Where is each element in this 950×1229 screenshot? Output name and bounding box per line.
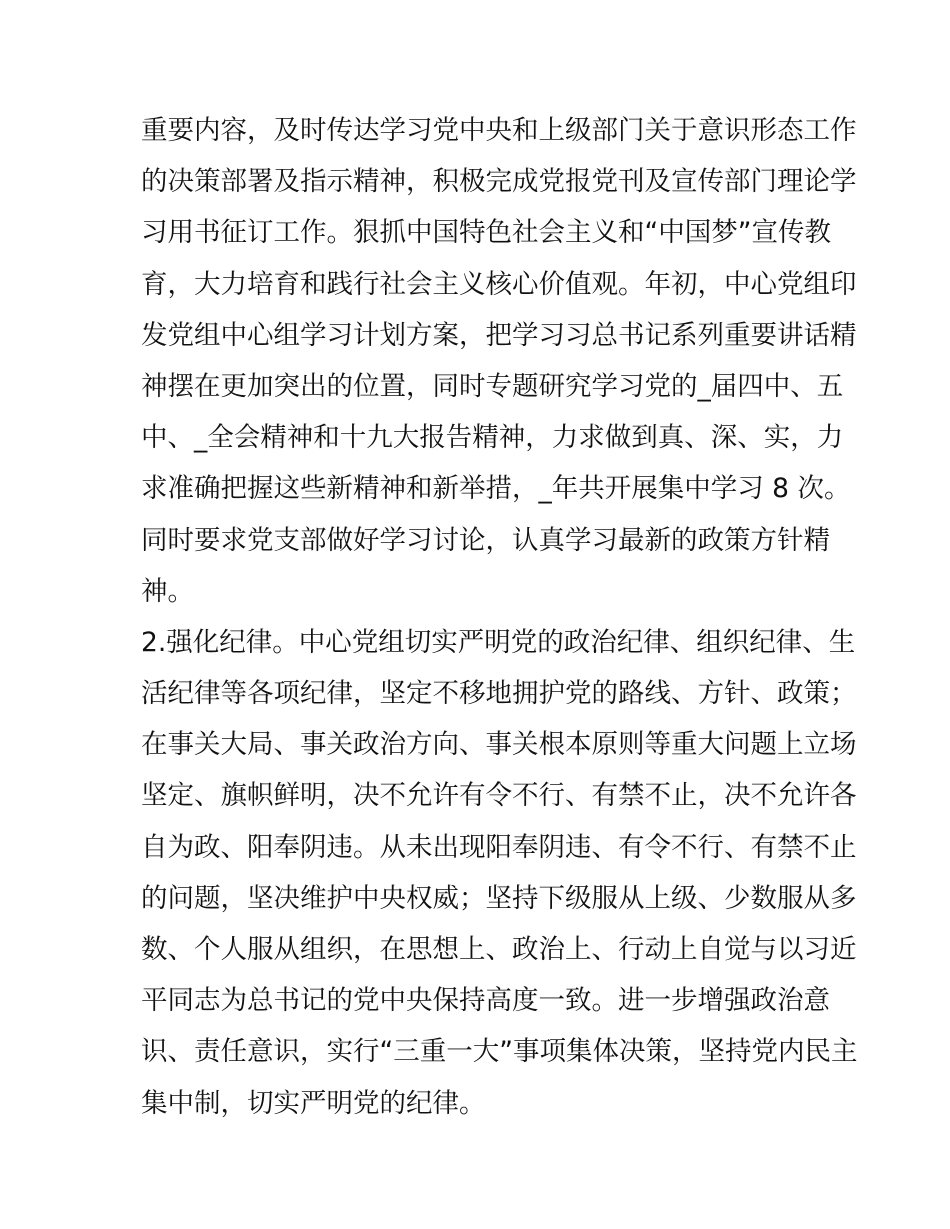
text-line: 习用书征订工作。狠抓中国特色社会主义和“中国梦”宣传教 — [141, 217, 831, 249]
text-line: 育，大力培育和践行社会主义核心价值观。年初，中心党组印 — [141, 268, 857, 300]
text-line: 同时要求党支部做好学习讨论，认真学习最新的政策方针精 — [141, 524, 830, 556]
text-line: 识、责任意识，实行“三重一大”事项集体决策，坚持党内民主 — [141, 1036, 858, 1068]
text-line: 活纪律等各项纪律，坚定不移地拥护党的路线、方针、政策； — [141, 678, 857, 710]
text-line: 平同志为总书记的党中央保持高度一致。进一步增强政治意 — [141, 985, 830, 1017]
text-line: 神摆在更加突出的位置，同时专题研究学习党的_届四中、五 — [141, 370, 844, 402]
text-line: 重要内容，及时传达学习党中央和上级部门关于意识形态工作 — [141, 115, 857, 146]
text-line: 发党组中心组学习计划方案，把学习习总书记系列重要讲话精 — [141, 319, 857, 351]
text-line: 数、个人服从组织，在思想上、政治上、行动上自觉与以习近 — [141, 934, 857, 965]
text-line: 在事关大局、事关政治方向、事关根本原则等重大问题上立场 — [141, 729, 857, 761]
text-line: 的决策部署及指示精神，积极完成党报党刊及宣传部门理论学 — [141, 166, 857, 198]
body-text — [141, 105, 858, 1129]
text-line: 神。 — [141, 575, 194, 607]
text-line: 的问题，坚决维护中央权威；坚持下级服从上级、少数服从多 — [141, 882, 857, 914]
text-line: 中、_全会精神和十九大报告精神，力求做到真、深、实，力 — [141, 422, 844, 454]
text-line: 集中制，切实严明党的纪律。 — [141, 1087, 486, 1119]
text-line: 坚定、旗帜鲜明，决不允许有令不行、有禁不止，决不允许各 — [141, 780, 857, 812]
text-line: 自为政、阳奉阴违。从未出现阳奉阴违、有令不行、有禁不止 — [141, 831, 857, 863]
text-line: 求准确把握这些新精神和新举措，_年共开展集中学习 8 次。 — [141, 473, 851, 505]
text-line: 2.强化纪律。中心党组切实严明党的政治纪律、组织纪律、生 — [141, 626, 856, 658]
